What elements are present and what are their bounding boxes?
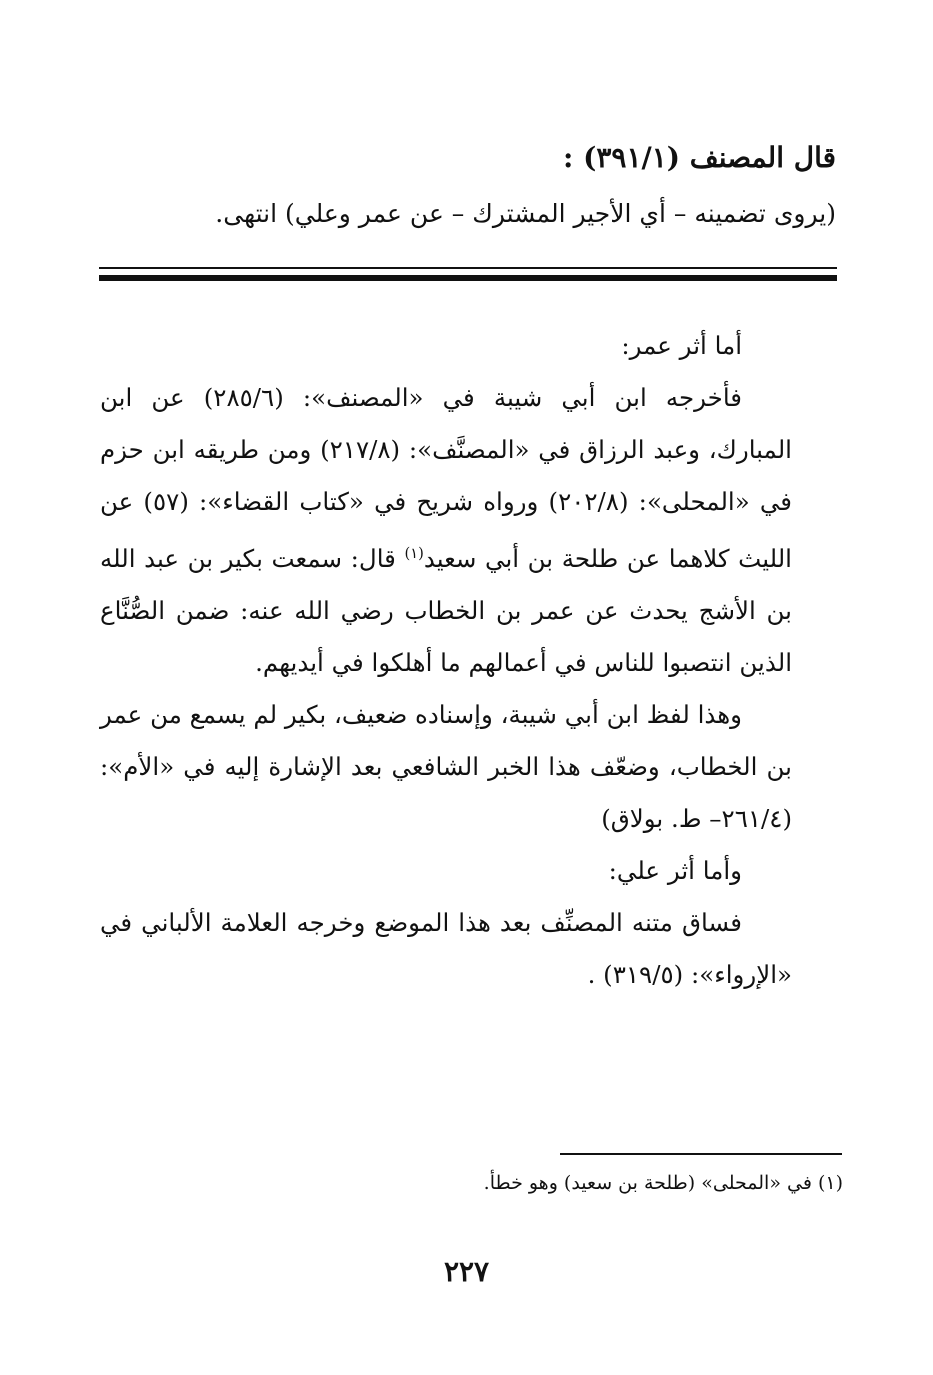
section-heading: قال المصنف (٣٩١/١) : (563, 141, 836, 174)
paragraph-grading: وهذا لفظ ابن أبي شيبة، وإسناده ضعيف، بكير لم يسمع من عمر بن الخطاب، وضعّف هذا الخبر الشافعي بعد الإشارة إليه في «الأم»: (٢٦١/٤– ط. بولاق) (100, 700, 792, 834)
subheading-umar: أما أثر عمر: (621, 331, 742, 360)
paragraph-takhrij-ali: فساق متنه المصنِّف بعد هذا الموضع وخرجه العلامة الألباني في «الإرواء»: (٣١٩/٥) . (100, 908, 792, 990)
paragraph-text-part1: فأخرجه ابن أبي شيبة في «المصنف»: (٢٨٥/٦) عن ابن المبارك، وعبد الرزاق في «المصنَّف»: (٢١٧/٨) ومن طريقه ابن حزم في «المحلى»: (٢٠٢/٨) ورواه شريح في «كتاب القضاء»: (٥٧) عن الليث كلاهما عن طلحة بن أبي سعيد (100, 383, 792, 574)
footnote-divider (560, 1153, 842, 1155)
quoted-text: (يروى تضمينه – أي الأجير المشترك – عن عمر وعلي) انتهى. (215, 199, 836, 228)
paragraph-text-part2: قال: سمعت بكير بن عبد الله بن الأشج يحدث عن عمر بن الخطاب رضي الله عنه: ضمن الصُّنَّاع الذين انتصبوا للناس في أعمالهم ما أهلكوا في أيديهم. (100, 544, 792, 678)
page-number: ٢٢٧ (443, 1255, 490, 1288)
commentary-body (100, 320, 792, 1001)
paragraph-takhrij-umar (100, 372, 792, 689)
header-divider-thick (99, 275, 837, 281)
subheading-ali: وأما أثر علي: (608, 856, 742, 886)
header-divider-thin (99, 267, 837, 269)
footnote-marker: (١) (404, 545, 424, 562)
footnote: (١) في «المحلى» (طلحة بن سعيد) وهو خطأ. (483, 1172, 843, 1194)
